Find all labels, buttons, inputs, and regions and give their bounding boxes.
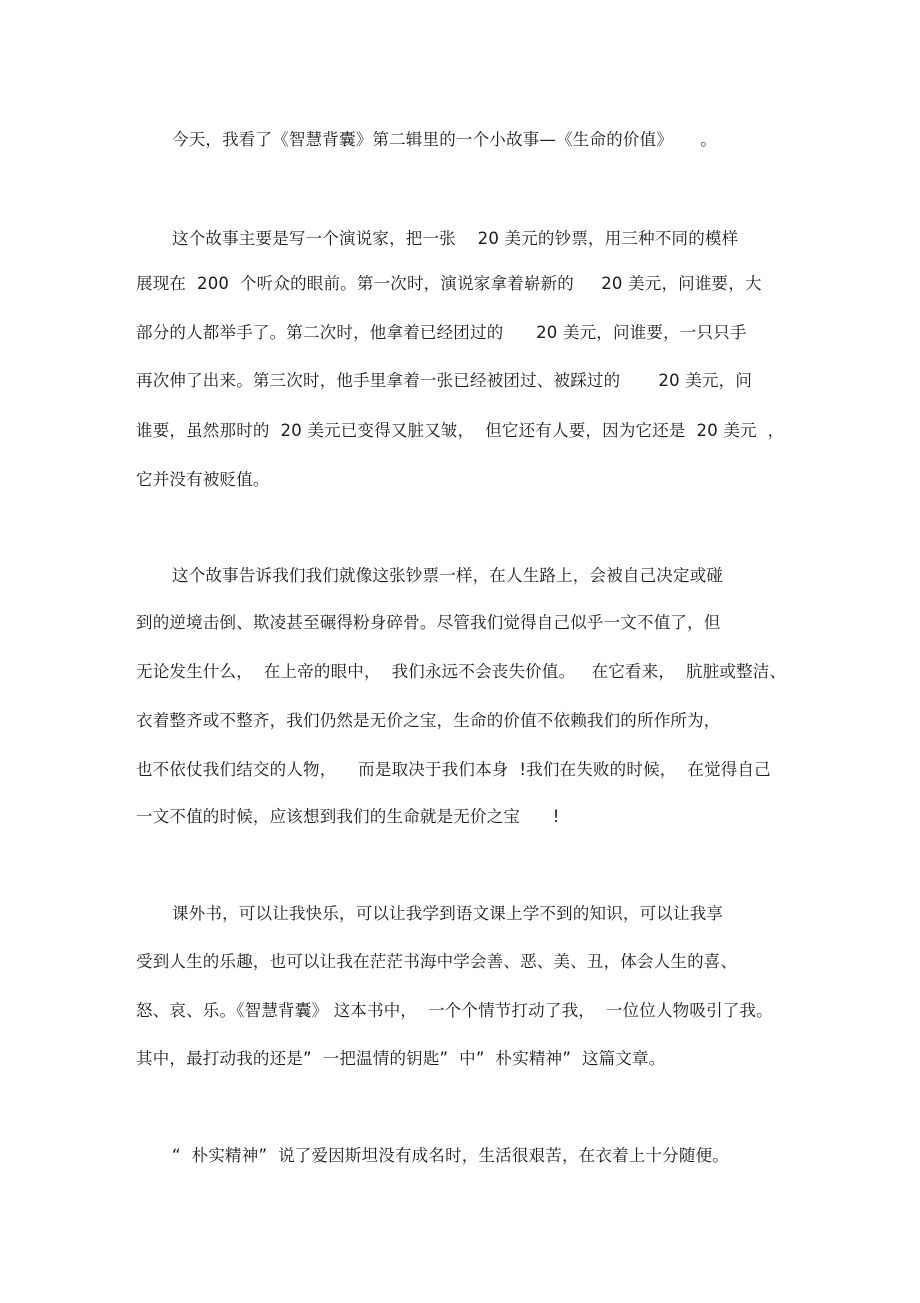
paragraph-5-line-1: “ 朴实精神” 说了爱因斯坦没有成名时，生活很艰苦，在衣着上十分随便。: [172, 1146, 729, 1165]
paragraph-2-line-5: 谁要，虽然那时的 20 美元已变得又脏又皱， 但它还有人要，因为它还是 20 美元 ，: [136, 421, 785, 440]
paragraph-2-line-1: 这个故事主要是写一个演说家，把一张 20 美元的钞票，用三种不同的模样: [172, 229, 739, 248]
paragraph-2-line-4: 再次伸了出来。第三次时，他手里拿着一张已经被团过、被踩过的 20 美元，问: [136, 371, 753, 390]
paragraph-3-line-6: 一文不值的时候，应该想到我们的生命就是无价之宝 !: [136, 807, 560, 826]
paragraph-4-line-1: 课外书，可以让我快乐，可以让我学到语文课上学不到的知识，可以让我享: [172, 904, 724, 923]
paragraph-1-line-1: 今天，我看了《智慧背囊》第二辑里的一个小故事—《生命的价值》 。: [172, 130, 717, 149]
paragraph-2-line-2: 展现在 200 个听众的眼前。第一次时，演说家拿着崭新的 20 美元，问谁要，大: [136, 274, 762, 293]
paragraph-3-line-4: 衣着整齐或不整齐，我们仍然是无价之宝，生命的价值不依赖我们的所作所为，: [136, 711, 721, 730]
paragraph-3-line-3: 无论发生什么， 在上帝的眼中， 我们永远不会丧失价值。 在它看来， 肮脏或整洁、: [136, 662, 787, 681]
paragraph-4-line-2: 受到人生的乐趣，也可以让我在茫茫书海中学会善、恶、美、丑，体会人生的喜、: [136, 952, 738, 971]
paragraph-3-line-5: 也不依仗我们结交的人物， 而是取决于我们本身 !我们在失败的时候， 在觉得自己: [136, 760, 771, 779]
paragraph-4-line-4: 其中，最打动我的还是” 一把温情的钥匙” 中” 朴实精神” 这篇文章。: [136, 1049, 666, 1068]
paragraph-3-line-1: 这个故事告诉我们我们就像这张钞票一样，在人生路上，会被自己决定或碰: [172, 566, 724, 585]
paragraph-4-line-3: 怒、哀、乐。《智慧背囊》 这本书中， 一个个情节打动了我， 一位位人物吸引了我。: [136, 1001, 773, 1020]
paragraph-2-line-6: 它并没有被贬值。: [136, 470, 270, 489]
paragraph-2-line-3: 部分的人都举手了。第二次时，他拿着已经团过的 20 美元，问谁要，一只只手: [136, 323, 747, 342]
paragraph-3-line-2: 到的逆境击倒、欺凌甚至碾得粉身碎骨。尽管我们觉得自己似乎一文不值了，但: [136, 613, 721, 632]
